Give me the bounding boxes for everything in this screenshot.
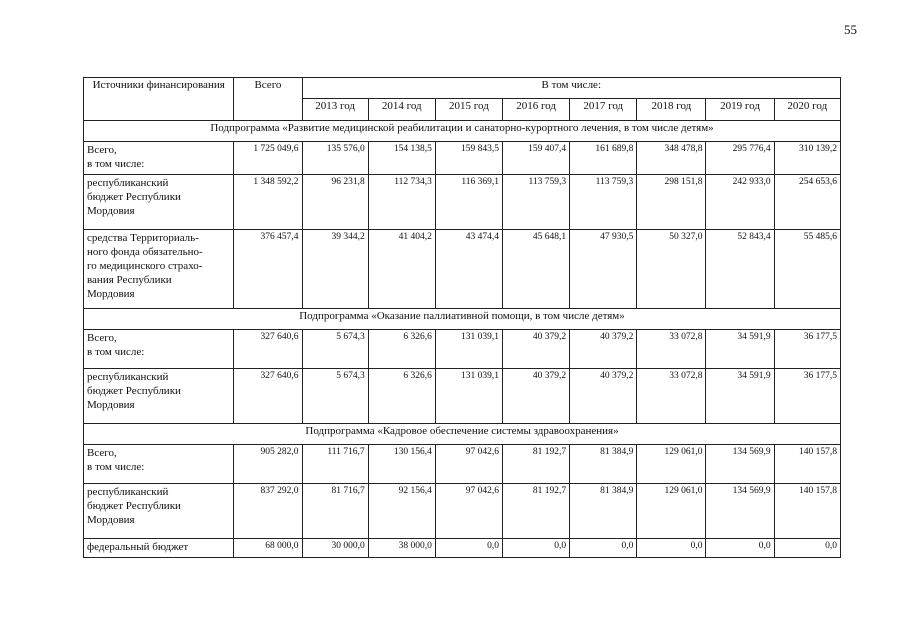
- table-row: [84, 539, 841, 558]
- year-value: 6 326,6: [368, 330, 435, 369]
- source-label: республиканский бюджет Республики Мордовия: [84, 175, 234, 230]
- header-year: 2019 год: [706, 99, 774, 121]
- header-year: 2015 год: [435, 99, 502, 121]
- source-label: Всего, в том числе:: [84, 330, 234, 369]
- subprogram-title: Подпрограмма «Оказание паллиативной помощи, в том числе детям»: [84, 309, 841, 330]
- year-value: 97 042,6: [435, 484, 502, 539]
- year-value: 113 759,3: [503, 175, 570, 230]
- year-value: 0,0: [435, 539, 502, 558]
- total-value: 327 640,6: [234, 330, 302, 369]
- total-value: 1 348 592,2: [234, 175, 302, 230]
- year-value: 38 000,0: [368, 539, 435, 558]
- year-value: 81 716,7: [302, 484, 368, 539]
- year-value: 50 327,0: [637, 230, 706, 309]
- year-value: 159 843,5: [435, 142, 502, 175]
- year-value: 5 674,3: [302, 330, 368, 369]
- year-value: 154 138,5: [368, 142, 435, 175]
- year-value: 310 139,2: [774, 142, 840, 175]
- year-value: 40 379,2: [570, 369, 637, 424]
- header-year: 2020 год: [774, 99, 840, 121]
- header-year: 2014 год: [368, 99, 435, 121]
- source-label: Всего, в том числе:: [84, 142, 234, 175]
- year-value: 129 061,0: [637, 445, 706, 484]
- year-value: 0,0: [503, 539, 570, 558]
- table-row: [84, 142, 841, 175]
- header-year: 2016 год: [503, 99, 570, 121]
- year-value: 45 648,1: [503, 230, 570, 309]
- year-value: 0,0: [774, 539, 840, 558]
- total-value: 68 000,0: [234, 539, 302, 558]
- subprogram-title: Подпрограмма «Развитие медицинской реабилитации и санаторно-курортного лечения, в том числе детям»: [84, 121, 841, 142]
- financing-table: [83, 77, 841, 558]
- year-value: 113 759,3: [570, 175, 637, 230]
- source-label: республиканский бюджет Республики Мордовия: [84, 369, 234, 424]
- year-value: 140 157,8: [774, 484, 840, 539]
- year-value: 298 151,8: [637, 175, 706, 230]
- header-year: 2013 год: [302, 99, 368, 121]
- year-value: 81 384,9: [570, 445, 637, 484]
- year-value: 131 039,1: [435, 369, 502, 424]
- source-label: республиканский бюджет Республики Мордовия: [84, 484, 234, 539]
- source-label: Всего, в том числе:: [84, 445, 234, 484]
- year-value: 33 072,8: [637, 369, 706, 424]
- year-value: 52 843,4: [706, 230, 774, 309]
- total-value: 327 640,6: [234, 369, 302, 424]
- total-value: 1 725 049,6: [234, 142, 302, 175]
- year-value: 116 369,1: [435, 175, 502, 230]
- year-value: 111 716,7: [302, 445, 368, 484]
- year-value: 112 734,3: [368, 175, 435, 230]
- header-year: 2017 год: [570, 99, 637, 121]
- table-row: [84, 445, 841, 484]
- year-value: 6 326,6: [368, 369, 435, 424]
- year-value: 242 933,0: [706, 175, 774, 230]
- year-value: 130 156,4: [368, 445, 435, 484]
- table-row: [84, 369, 841, 424]
- header-including: В том числе:: [302, 78, 840, 99]
- total-value: 837 292,0: [234, 484, 302, 539]
- year-value: 41 404,2: [368, 230, 435, 309]
- year-value: 40 379,2: [570, 330, 637, 369]
- year-value: 81 192,7: [503, 484, 570, 539]
- year-value: 348 478,8: [637, 142, 706, 175]
- year-value: 40 379,2: [503, 330, 570, 369]
- year-value: 81 384,9: [570, 484, 637, 539]
- table-row: [84, 175, 841, 230]
- table-row: [84, 330, 841, 369]
- page-number: 55: [844, 22, 857, 37]
- year-value: 0,0: [570, 539, 637, 558]
- year-value: 43 474,4: [435, 230, 502, 309]
- year-value: 134 569,9: [706, 484, 774, 539]
- source-label: средства Территориаль- ного фонда обязательно- го медицинского страхо- вания Республики Мордовия: [84, 230, 234, 309]
- year-value: 5 674,3: [302, 369, 368, 424]
- year-value: 0,0: [637, 539, 706, 558]
- year-value: 159 407,4: [503, 142, 570, 175]
- year-value: 30 000,0: [302, 539, 368, 558]
- year-value: 140 157,8: [774, 445, 840, 484]
- year-value: 81 192,7: [503, 445, 570, 484]
- year-value: 135 576,0: [302, 142, 368, 175]
- year-value: 254 653,6: [774, 175, 840, 230]
- total-value: 905 282,0: [234, 445, 302, 484]
- year-value: 47 930,5: [570, 230, 637, 309]
- year-value: 161 689,8: [570, 142, 637, 175]
- year-value: 33 072,8: [637, 330, 706, 369]
- year-value: 0,0: [706, 539, 774, 558]
- year-value: 96 231,8: [302, 175, 368, 230]
- year-value: 36 177,5: [774, 369, 840, 424]
- table-row: [84, 230, 841, 309]
- header-sources: Источники финансирования: [84, 78, 234, 121]
- year-value: 92 156,4: [368, 484, 435, 539]
- table-row: [84, 484, 841, 539]
- header-year: 2018 год: [637, 99, 706, 121]
- year-value: 97 042,6: [435, 445, 502, 484]
- header-total: Всего: [234, 78, 302, 121]
- total-value: 376 457,4: [234, 230, 302, 309]
- year-value: 295 776,4: [706, 142, 774, 175]
- source-label: федеральный бюджет: [84, 539, 234, 558]
- year-value: 34 591,9: [706, 330, 774, 369]
- year-value: 131 039,1: [435, 330, 502, 369]
- year-value: 39 344,2: [302, 230, 368, 309]
- year-value: 134 569,9: [706, 445, 774, 484]
- year-value: 34 591,9: [706, 369, 774, 424]
- year-value: 36 177,5: [774, 330, 840, 369]
- year-value: 40 379,2: [503, 369, 570, 424]
- year-value: 129 061,0: [637, 484, 706, 539]
- year-value: 55 485,6: [774, 230, 840, 309]
- subprogram-title: Подпрограмма «Кадровое обеспечение системы здравоохранения»: [84, 424, 841, 445]
